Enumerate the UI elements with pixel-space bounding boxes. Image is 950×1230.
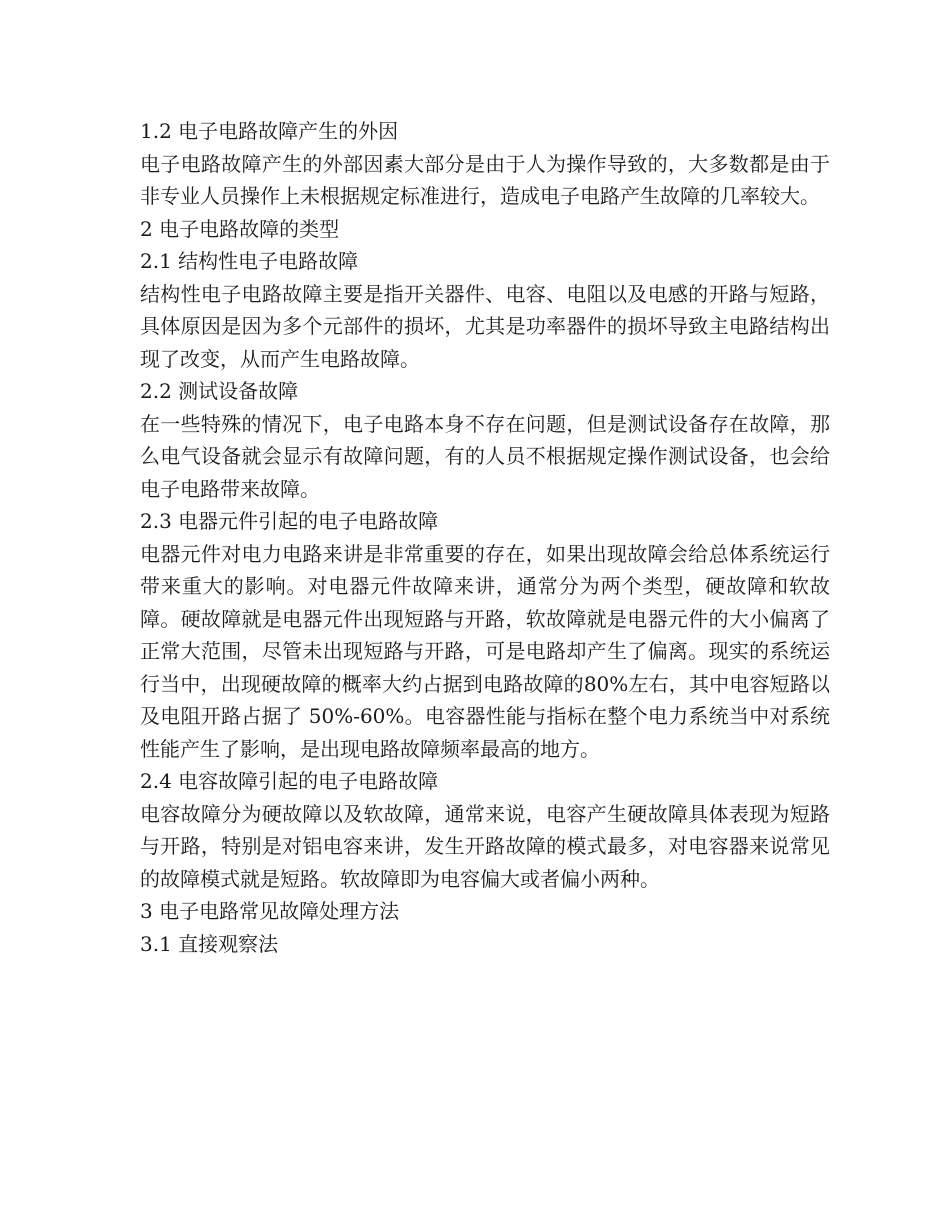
paragraph-capacitor-faults: 电容故障分为硬故障以及软故障，通常来说，电容产生硬故障具体表现为短路与开路，特别是对铝电容来讲，发生开路故障的模式最多，对电容器来说常见的故障模式就是短路。软故障即为电容偏大或者偏小两种。: [140, 801, 830, 891]
section-heading-2-2: 2.2 测试设备故障: [140, 379, 299, 403]
paragraph-test-equipment-faults: 在一些特殊的情况下，电子电路本身不存在问题，但是测试设备存在故障，那么电气设备就会显示有故障问题，有的人员不根据规定操作测试设备，也会给电子电路带来故障。: [140, 411, 830, 501]
section-heading-3: 3 电子电路常见故障处理方法: [140, 899, 400, 923]
section-heading-1-2: 1.2 电子电路故障产生的外因: [140, 119, 399, 143]
section-heading-2-1: 2.1 结构性电子电路故障: [140, 249, 359, 273]
section-heading-3-1: 3.1 直接观察法: [140, 931, 279, 956]
document-page: [140, 115, 830, 960]
paragraph-structural-faults: 结构性电子电路故障主要是指开关器件、电容、电阻以及电感的开路与短路，具体原因是因为多个元部件的损坏，尤其是功率器件的损坏导致主电路结构出现了改变，从而产生电路故障。: [140, 281, 830, 371]
section-heading-2-3: 2.3 电器元件引起的电子电路故障: [140, 509, 439, 533]
section-heading-2-4: 2.4 电容故障引起的电子电路故障: [140, 769, 439, 793]
paragraph-component-faults: 电器元件对电力电路来讲是非常重要的存在，如果出现故障会给总体系统运行带来重大的影响。对电器元件故障来讲，通常分为两个类型，硬故障和软故障。硬故障就是电器元件出现短路与开路，软故障就是电器元件的大小偏离了正常大范围，尽管未出现短路与开路，可是电路却产生了偏离。现实的系统运行当中，出现硬故障的概率大约占据到电路故障的80%左右，其中电容短路以及电阻开路占据了 50%-60%。电容器性能与指标在整个电力系统当中对系统性能产生了影响，是出现电路故障频率最高的地方。: [140, 541, 830, 761]
section-heading-2: 2 电子电路故障的类型: [140, 216, 340, 241]
paragraph-external-causes: 电子电路故障产生的外部因素大部分是由于人为操作导致的，大多数都是由于非专业人员操作上未根据规定标准进行，造成电子电路产生故障的几率较大。: [140, 151, 830, 208]
